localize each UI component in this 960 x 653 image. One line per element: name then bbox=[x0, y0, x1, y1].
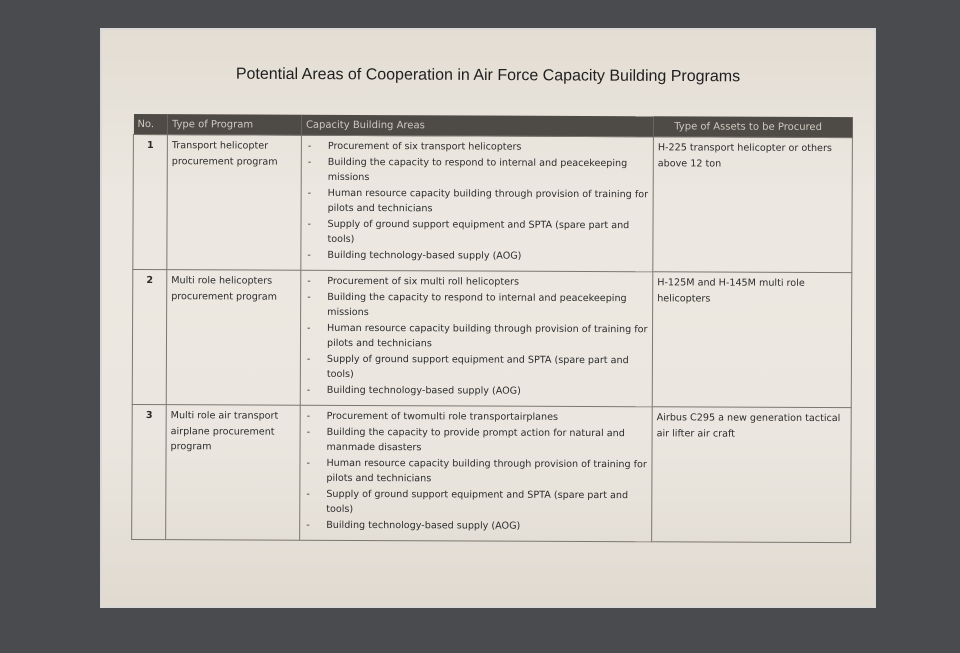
program-type: Multi role helicopters procurement program bbox=[166, 270, 301, 406]
assets: H-125M and H-145M multi role helicopters bbox=[652, 272, 852, 408]
area-item: - Human resource capacity building through provision of training for pilots and technicians bbox=[306, 185, 649, 217]
area-item: - Human resource capacity building through provision of training for pilots and technicians bbox=[305, 320, 648, 352]
area-item: - Building technology-based supply (AOG) bbox=[305, 382, 648, 399]
area-item: - Supply of ground support equipment and SPTA (spare part and tools) bbox=[305, 351, 648, 383]
document-paper bbox=[102, 30, 874, 606]
programs-table bbox=[131, 114, 853, 543]
area-item: - Procurement of six multi roll helicopters bbox=[305, 274, 648, 291]
header-program: Type of Program bbox=[167, 114, 301, 135]
capacity-areas bbox=[301, 135, 654, 272]
row-number: 3 bbox=[132, 404, 167, 539]
document-title: Potential Areas of Cooperation in Air Force Capacity Building Programs bbox=[235, 65, 741, 86]
row-number: 1 bbox=[133, 135, 168, 270]
table-row bbox=[132, 270, 852, 408]
program-type: Multi role air transport airplane procurement program bbox=[166, 405, 301, 541]
row-number: 2 bbox=[132, 270, 167, 405]
header-areas: Capacity Building Areas bbox=[301, 115, 653, 137]
area-item: - Building the capacity to provide prompt action for natural and manmade disasters bbox=[305, 424, 648, 456]
assets: Airbus C295 a new generation tactical air lifter air craft bbox=[652, 407, 852, 543]
header-no: No. bbox=[133, 114, 167, 135]
capacity-areas bbox=[300, 405, 653, 542]
table-row bbox=[132, 404, 852, 542]
area-item: - Building the capacity to respond to internal and peacekeeping missions bbox=[305, 289, 648, 321]
photo-frame bbox=[100, 28, 876, 608]
area-item: - Human resource capacity building through provision of training for pilots and technicians bbox=[304, 455, 647, 487]
header-assets: Type of Assets to be Procured bbox=[653, 116, 852, 137]
area-item: - Procurement of six transport helicopters bbox=[306, 139, 649, 156]
program-type: Transport helicopter procurement program bbox=[167, 135, 302, 271]
area-item: - Procurement of twomulti role transportairplanes bbox=[305, 409, 648, 426]
area-item: - Building technology-based supply (AOG) bbox=[305, 247, 648, 264]
assets: H-225 transport helicopter or others above 12 ton bbox=[653, 137, 853, 273]
area-item: - Building technology-based supply (AOG) bbox=[304, 517, 647, 534]
area-item: - Supply of ground support equipment and SPTA (spare part and tools) bbox=[304, 486, 647, 518]
capacity-areas bbox=[300, 270, 653, 407]
area-item: - Supply of ground support equipment and SPTA (spare part and tools) bbox=[305, 216, 648, 248]
table-row bbox=[133, 135, 853, 273]
area-item: - Building the capacity to respond to internal and peacekeeping missions bbox=[306, 154, 649, 186]
